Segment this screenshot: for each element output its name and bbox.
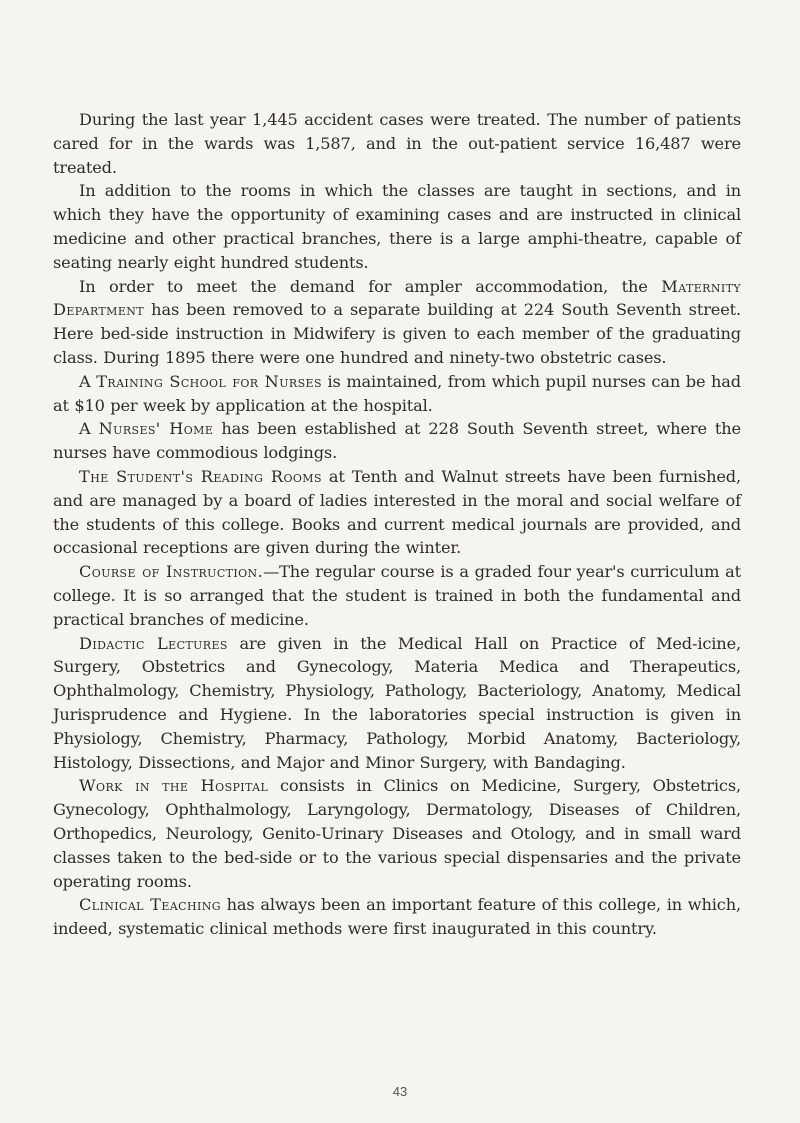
paragraph-text: During the last year 1,445 accident cases were treated. The number of patients cared for in the wards was 1,587, and in the out-patient service 16,487 were treated. bbox=[53, 110, 741, 177]
paragraph-text: In addition to the rooms in which the classes are taught in sections, and in which they have the opportunity of examining cases and are instructed in clinical medicine and other practical branches, there is a large amphi-theatre, capable of seating nearly eight hundred students. bbox=[53, 181, 741, 272]
paragraph-work-in-hospital bbox=[53, 774, 741, 893]
paragraph-reading-rooms bbox=[53, 465, 741, 560]
paragraph-text: has been removed to a separate building at 224 South Seventh street. Here bed-side instruction in Midwifery is given to each member of the graduating class. During 1895 there were one hundred and ninety-two obstetric cases. bbox=[53, 300, 741, 367]
paragraph-text: is maintained, from which pupil nurses can be had at $10 per week by application at the hospital. bbox=[53, 371, 741, 415]
section-heading: Course of Instruction. bbox=[79, 562, 264, 582]
paragraph-lead-in: In order to meet the demand for ampler accommodation, the bbox=[79, 276, 662, 296]
section-heading: Maternity Department bbox=[53, 276, 741, 320]
paragraph-text: —The regular course is a graded four year's curriculum at college. It is so arranged that the student is trained in both the fundamental and practical branches of medicine. bbox=[53, 562, 741, 629]
paragraph-text: are given in the Medical Hall on Practice of Med-icine, Surgery, Obstetrics and Gynecology, Materia Medica and Therapeutics, Ophthalmology, Chemistry, Physiology, Pathology, Bacteriology, Anatomy, Medical Jurisprudence and Hygiene. In the laboratories special instruction is given in Physiology, Chemistry, Pharmacy, Pathology, Morbid Anatomy, Bacteriology, Histology, Dissections, and Major and Minor Surgery, with Bandaging. bbox=[53, 633, 741, 772]
paragraph-maternity-department bbox=[53, 275, 741, 370]
paragraph-didactic-lectures bbox=[53, 632, 741, 775]
page-body bbox=[53, 108, 741, 941]
paragraph-amphitheatre bbox=[53, 179, 741, 274]
section-heading: Didactic Lectures bbox=[79, 633, 228, 653]
paragraph-course-of-instruction bbox=[53, 560, 741, 631]
paragraph-text: has always been an important feature of this college, in which, indeed, systematic clinical methods were first inaugurated in this country. bbox=[53, 895, 741, 939]
paragraph-clinical-teaching bbox=[53, 893, 741, 941]
section-heading: The Student's Reading Rooms bbox=[79, 466, 322, 486]
paragraph-lead-in: A bbox=[79, 419, 99, 439]
paragraph-lead-in: A bbox=[79, 371, 97, 391]
paragraph-nurses-home bbox=[53, 417, 741, 465]
section-heading: Nurses' Home bbox=[98, 419, 214, 439]
paragraph-training-school bbox=[53, 370, 741, 418]
section-heading: Work in the Hospital bbox=[79, 776, 269, 796]
paragraph-text: consists in Clinics on Medicine, Surgery, Obstetrics, Gynecology, Ophthalmology, Laryngology, Dermatology, Diseases of Children, Orthopedics, Neurology, Genito-Urinary Diseases and Otology, and in small ward classes taken to the bed-side or to the various special dispensaries and the private operating rooms. bbox=[53, 776, 741, 891]
paragraph-text: at Tenth and Walnut streets have been furnished, and are managed by a board of ladies interested in the moral and social welfare of the students of this college. Books and current medical journals are provided, and occasional receptions are given during the winter. bbox=[53, 466, 741, 558]
section-heading: Clinical Teaching bbox=[79, 895, 221, 915]
paragraph-hospital-statistics bbox=[53, 108, 741, 179]
page-number: 43 bbox=[392, 1084, 408, 1099]
paragraph-text: has been established at 228 South Seventh street, where the nurses have commodious lodgings. bbox=[53, 419, 741, 463]
section-heading: Training School for Nurses bbox=[96, 371, 322, 391]
